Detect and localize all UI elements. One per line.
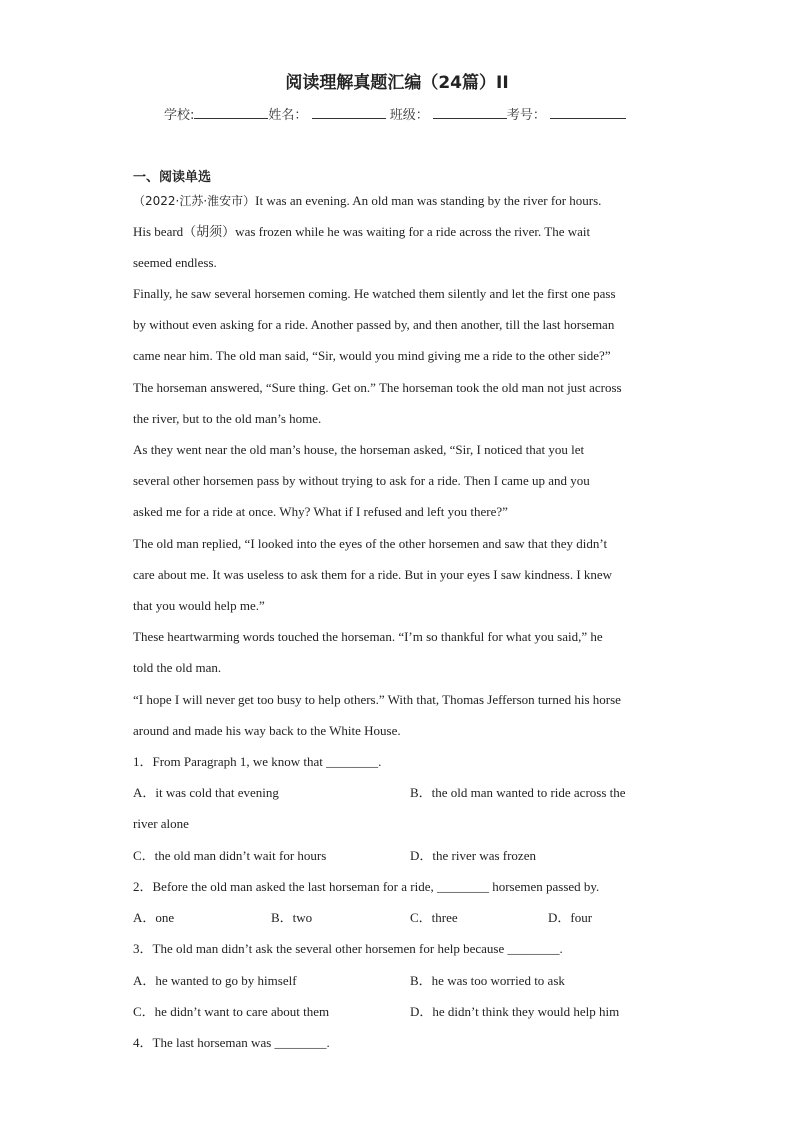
passage-line: several other horsemen pass by without trying to ask for a ride. Then I came up and you (133, 473, 590, 488)
class-blank[interactable] (433, 106, 507, 119)
passage-line: The horseman answered, “Sure thing. Get on.” The horseman took the old man not just across (133, 380, 622, 395)
question-1-stem: 1．From Paragraph 1, we know that ________. (133, 754, 382, 769)
passage-line: came near him. The old man said, “Sir, would you mind giving me a ride to the other side?” (133, 348, 611, 363)
passage-line: by without even asking for a ride. Another passed by, and then another, till the last horseman (133, 317, 615, 332)
q1-option-b-continued: river alone (133, 816, 189, 831)
page-title: 阅读理解真题汇编（24篇）II (285, 73, 509, 93)
question-4-stem: 4．The last horseman was ________. (133, 1035, 330, 1050)
passage-line: care about me. It was useless to ask them for a ride. But in your eyes I saw kindness. I knew (133, 567, 613, 582)
q3-option-c[interactable]: C．he didn’t want to care about them (133, 1004, 330, 1019)
passage-line: （2022·江苏·淮安市）It was an evening. An old man was standing by the river for hours. (133, 193, 602, 208)
passage-line: His beard（胡须）was frozen while he was waiting for a ride across the river. The wait (133, 224, 591, 239)
passage-line: As they went near the old man’s house, the horseman asked, “Sir, I noticed that you let (133, 442, 585, 457)
q3-option-d[interactable]: D．he didn’t think they would help him (410, 1004, 620, 1019)
passage-line: The old man replied, “I looked into the eyes of the other horsemen and saw that they didn’t (133, 536, 608, 551)
name-label: 姓名： (268, 108, 308, 123)
q2-option-c[interactable]: C．three (410, 910, 458, 925)
passage-line: that you would help me.” (133, 598, 265, 613)
school-blank[interactable] (194, 106, 268, 119)
q2-option-b[interactable]: B．two (271, 910, 313, 925)
passage-line: “I hope I will never get too busy to help others.” With that, Thomas Jefferson turned his horse (133, 692, 621, 707)
q3-option-a[interactable]: A．he wanted to go by himself (133, 973, 297, 988)
name-blank[interactable] (312, 106, 386, 119)
question-2-stem: 2．Before the old man asked the last horseman for a ride, ________ horsemen passed by. (133, 879, 600, 894)
q3-option-b[interactable]: B．he was too worried to ask (410, 973, 565, 988)
class-label: 班级： (389, 108, 429, 123)
passage-line: asked me for a ride at once. Why? What if I refused and left you there?” (133, 504, 508, 519)
passage-line: seemed endless. (133, 255, 217, 270)
passage-line: Finally, he saw several horsemen coming. He watched them silently and let the first one pass (133, 286, 616, 301)
section-title: 一、阅读单选 (133, 170, 212, 185)
exam-blank[interactable] (550, 106, 626, 119)
q1-option-a[interactable]: A．it was cold that evening (133, 785, 279, 800)
q1-option-b[interactable]: B．the old man wanted to ride across the (410, 785, 626, 800)
passage-line: told the old man. (133, 660, 222, 675)
passage-source: （2022·江苏·淮安市） (133, 194, 256, 208)
q2-option-a[interactable]: A．one (133, 910, 175, 925)
school-label: 学校: (164, 108, 195, 123)
q1-option-d[interactable]: D．the river was frozen (410, 848, 536, 863)
q1-option-c[interactable]: C．the old man didn’t wait for hours (133, 848, 327, 863)
question-3-stem: 3．The old man didn’t ask the several other horsemen for help because ________. (133, 941, 563, 956)
exam-label: 考号： (506, 108, 546, 123)
q2-option-d[interactable]: D．four (548, 910, 593, 925)
passage-line: the river, but to the old man’s home. (133, 411, 322, 426)
student-info-row (164, 104, 626, 123)
passage-line: around and made his way back to the White House. (133, 723, 401, 738)
passage-line: These heartwarming words touched the horseman. “I’m so thankful for what you said,” he (133, 629, 603, 644)
